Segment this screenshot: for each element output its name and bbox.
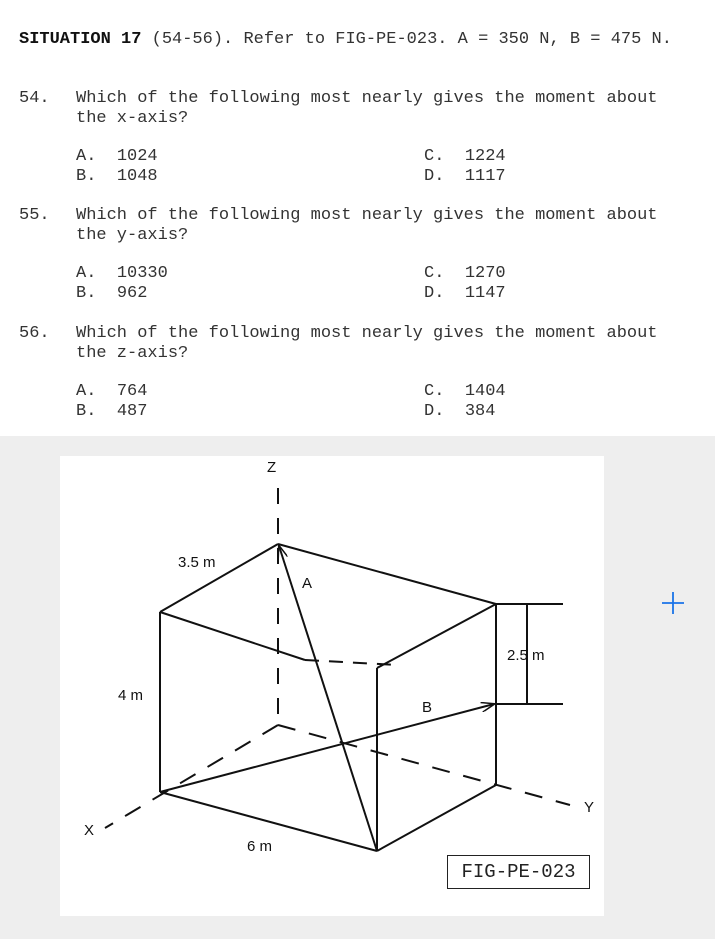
choice-letter: C. xyxy=(424,264,445,283)
choice-value: 1147 xyxy=(464,284,506,303)
question-56-text: Which of the following most nearly gives the moment about the z-axis? xyxy=(76,324,658,363)
box-edge-top-back xyxy=(278,544,496,604)
choice-letter: D. xyxy=(424,167,445,186)
x-axis-line xyxy=(105,725,278,828)
axis-z-label: Z xyxy=(267,459,277,476)
choice-letter: A. xyxy=(76,147,97,166)
choice-letter: C. xyxy=(424,382,445,401)
situation-text: (54-56). Refer to FIG-PE-023. A = 350 N, B = 475 N. xyxy=(141,30,672,49)
choice-value: 1024 xyxy=(116,147,158,166)
question-55-text: Which of the following most nearly gives the moment about the y-axis? xyxy=(76,206,658,245)
choice-value: 10330 xyxy=(116,264,168,283)
axis-x-label: X xyxy=(84,822,95,839)
dim-top-label: 3.5 m xyxy=(178,554,216,571)
force-b-arrow xyxy=(160,704,494,792)
figure-caption-box xyxy=(447,855,590,889)
choice-value: 962 xyxy=(116,284,148,303)
choice-value: 1404 xyxy=(464,382,506,401)
question-54-text: Which of the following most nearly gives the moment about the x-axis? xyxy=(76,89,658,128)
plus-icon[interactable] xyxy=(660,590,686,616)
box-edge-top-right xyxy=(377,604,496,668)
choice-value: 1224 xyxy=(464,147,506,166)
choice-value: 384 xyxy=(464,402,496,421)
choice-value: 487 xyxy=(116,402,148,421)
box-edge-bottom-right xyxy=(377,785,496,851)
force-a-label: A xyxy=(302,575,313,592)
dim-offset-label: 2.5 m xyxy=(507,647,545,664)
choice-letter: A. xyxy=(76,264,97,283)
question-54-number: 54. xyxy=(19,89,50,108)
situation-label: SITUATION 17 xyxy=(19,30,142,49)
choice-letter: A. xyxy=(76,382,97,401)
choice-letter: D. xyxy=(424,402,445,421)
dim-height-label: 4 m xyxy=(118,687,144,704)
force-b-label: B xyxy=(422,699,433,716)
axis-y-label: Y xyxy=(584,799,595,816)
choice-letter: B. xyxy=(76,284,97,303)
choice-value: 1048 xyxy=(116,167,158,186)
box-edge-top-front xyxy=(160,612,305,660)
choice-value: 1117 xyxy=(464,167,506,186)
y-axis-line xyxy=(278,725,570,805)
choice-value: 764 xyxy=(116,382,148,401)
choice-letter: C. xyxy=(424,147,445,166)
choice-letter: D. xyxy=(424,284,445,303)
dim-width-label: 6 m xyxy=(247,838,273,855)
force-a-arrow xyxy=(279,546,377,851)
question-56-number: 56. xyxy=(19,324,50,343)
plus-icon-glyph xyxy=(660,590,686,616)
choice-letter: B. xyxy=(76,167,97,186)
choice-value: 1270 xyxy=(464,264,506,283)
choice-letter: B. xyxy=(76,402,97,421)
question-55-number: 55. xyxy=(19,206,50,225)
figure-caption: FIG-PE-023 xyxy=(461,861,576,883)
